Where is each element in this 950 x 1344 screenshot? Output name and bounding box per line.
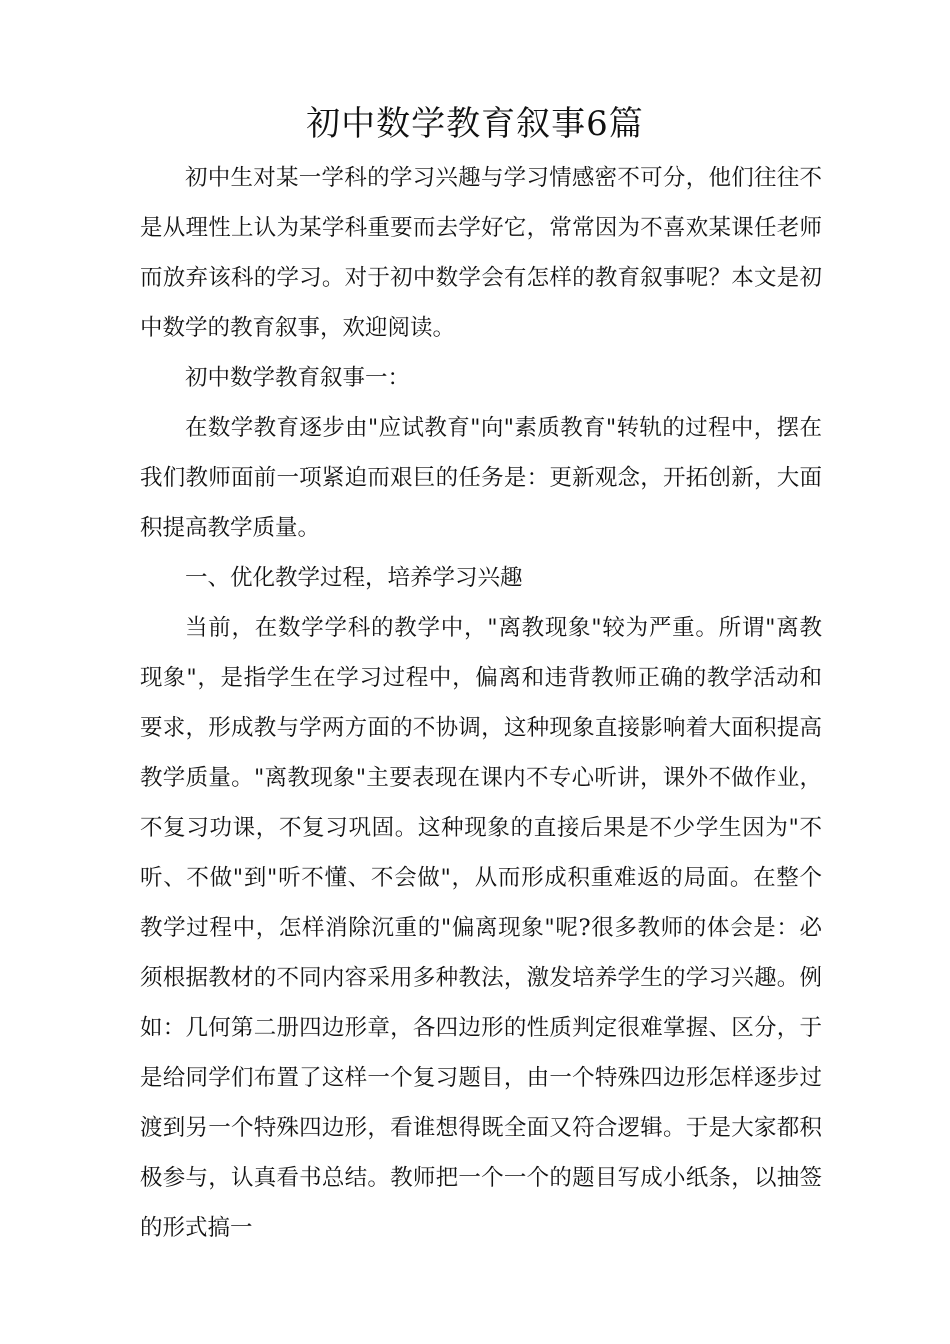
paragraph-body: 在数学教育逐步由"应试教育"向"素质教育"转轨的过程中，摆在我们教师面前一项紧迫而艰巨的任务是：更新观念，开拓创新，大面积提高教学质量。 — [140, 415, 822, 541]
document-title: 初中数学教育叙事6篇 — [306, 104, 644, 144]
paragraph-section-heading: 初中数学教育叙事一： — [185, 365, 411, 391]
paragraph-body: 当前，在数学学科的教学中，"离教现象"较为严重。所谓"离教现象"，是指学生在学习过程中，偏离和违背教师正确的教学活动和要求，形成教与学两方面的不协调，这种现象直接影响着大面积提高教学质量。"离教现象"主要表现在课内不专心听讲，课外不做作业，不复习功课，不复习巩固。这种现象的直接后果是不少学生因为"不听、不做"到"听不懂、不会做"，从而形成积重难返的局面。在整个教学过程中，怎样消除沉重的"偏离现象"呢?很多教师的体会是：必须根据教材的不同内容采用多种教法，激发培养学生的学习兴趣。例如：几何第二册四边形章，各四边形的性质判定很难掌握、区分，于是给同学们布置了这样一个复习题目，由一个特殊四边形怎样逐步过渡到另一个特殊四边形，看谁想得既全面又符合逻辑。于是大家都积极参与，认真看书总结。教师把一个一个的题目写成小纸条，以抽签的形式搞一 — [140, 615, 822, 1241]
paragraph-subheading: 一、优化教学过程，培养学习兴趣 — [185, 565, 523, 591]
paragraph-intro: 初中生对某一学科的学习兴趣与学习情感密不可分，他们往往不是从理性上认为某学科重要而去学好它，常常因为不喜欢某课任老师而放弃该科的学习。对于初中数学会有怎样的教育叙事呢？本文是初中数学的教育叙事，欢迎阅读。 — [140, 165, 822, 341]
document-body — [140, 153, 822, 1253]
